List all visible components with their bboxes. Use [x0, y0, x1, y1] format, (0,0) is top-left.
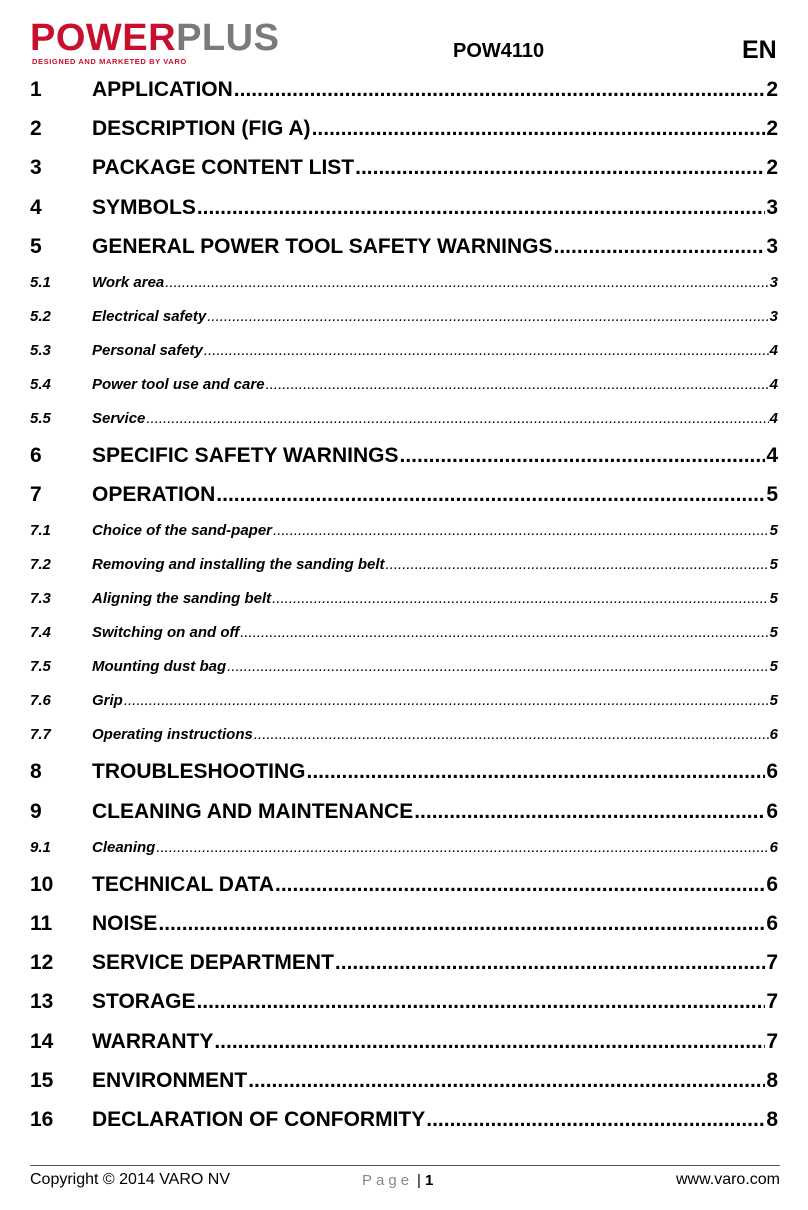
toc-leader-dots — [254, 726, 769, 743]
toc-entry-number: 8 — [30, 760, 42, 784]
toc-leader-dots — [426, 1108, 765, 1132]
toc-entry-page: 4 — [766, 444, 778, 467]
toc-entry-page: 2 — [766, 156, 778, 180]
toc-entry-number: 7.3 — [30, 590, 51, 608]
toc-entry-page: 7 — [766, 951, 778, 975]
toc-entry-7-7[interactable] — [30, 726, 778, 746]
toc-entry-number: 7.6 — [30, 692, 51, 710]
toc-entry-number: 5.3 — [30, 342, 51, 359]
toc-entry-page: 4 — [769, 410, 778, 427]
toc-entry-page: 5 — [769, 590, 778, 608]
logo-wordmark — [30, 18, 279, 58]
toc-entry-number: 5.1 — [30, 274, 51, 291]
logo-part-plus: PLUS — [176, 17, 280, 59]
toc-entry-15[interactable] — [30, 1069, 778, 1097]
toc-entry-title: Operating instructions — [92, 726, 253, 744]
toc-entry-number: 7 — [30, 483, 42, 507]
toc-leader-dots — [386, 556, 769, 573]
toc-entry-7-3[interactable] — [30, 590, 778, 610]
toc-entry-title: CLEANING AND MAINTENANCE — [92, 799, 414, 823]
toc-entry-7-2[interactable] — [30, 556, 778, 576]
toc-entry-page: 6 — [766, 872, 778, 896]
toc-entry-13[interactable] — [30, 990, 778, 1018]
toc-entry-number: 13 — [30, 990, 54, 1014]
toc-entry-title: TECHNICAL DATA — [92, 872, 274, 896]
toc-entry-title: OPERATION — [92, 483, 216, 507]
toc-entry-2[interactable] — [30, 117, 778, 145]
toc-entry-number: 7.5 — [30, 658, 51, 676]
toc-entry-5-2[interactable] — [30, 308, 778, 328]
toc-entry-title: Switching on and off — [92, 624, 240, 642]
toc-leader-dots — [414, 800, 765, 824]
toc-entry-page: 6 — [766, 760, 778, 784]
toc-entry-5-3[interactable] — [30, 342, 778, 362]
page-label: Page — [362, 1172, 414, 1189]
toc-entry-title: Service — [92, 410, 146, 427]
toc-entry-number: 4 — [30, 195, 42, 219]
website-link[interactable]: www.varo.com — [675, 1171, 780, 1188]
toc-entry-number: 7.1 — [30, 522, 51, 540]
toc-leader-dots — [273, 522, 769, 539]
toc-entry-title: APPLICATION — [92, 78, 233, 101]
toc-leader-dots — [554, 235, 766, 259]
toc-leader-dots — [275, 873, 765, 897]
toc-entry-page: 5 — [769, 522, 778, 540]
toc-entry-7-5[interactable] — [30, 658, 778, 678]
toc-entry-number: 10 — [30, 872, 54, 896]
toc-entry-title: TROUBLESHOOTING — [92, 760, 306, 784]
toc-entry-page: 6 — [766, 799, 778, 823]
toc-leader-dots — [227, 658, 769, 675]
page-separator: | — [417, 1172, 421, 1189]
toc-entry-page: 3 — [766, 195, 778, 219]
toc-entry-number: 11 — [30, 912, 53, 935]
toc-entry-title: Power tool use and care — [92, 376, 265, 393]
toc-entry-title: GENERAL POWER TOOL SAFETY WARNINGS — [92, 234, 553, 258]
toc-leader-dots — [272, 590, 768, 607]
toc-entry-page: 7 — [766, 990, 778, 1014]
toc-entry-number: 3 — [30, 156, 42, 180]
toc-leader-dots — [234, 78, 766, 102]
toc-leader-dots — [124, 692, 769, 709]
toc-entry-title: DECLARATION OF CONFORMITY — [92, 1108, 426, 1131]
toc-entry-number: 2 — [30, 117, 42, 141]
toc-entry-number: 7.7 — [30, 726, 51, 744]
powerplus-logo — [30, 18, 330, 64]
toc-entry-page: 7 — [766, 1029, 778, 1053]
toc-entry-page: 6 — [766, 912, 778, 935]
toc-entry-12[interactable] — [30, 951, 778, 979]
toc-entry-5[interactable] — [30, 235, 778, 263]
toc-entry-page: 5 — [769, 658, 778, 676]
toc-entry-1[interactable] — [30, 78, 778, 106]
page-header — [0, 0, 808, 70]
toc-entry-title: SPECIFIC SAFETY WARNINGS — [92, 444, 399, 467]
footer-divider — [30, 1165, 780, 1166]
toc-entry-page: 2 — [766, 78, 778, 101]
toc-entry-title: Grip — [92, 692, 123, 710]
toc-entry-page: 5 — [769, 624, 778, 642]
toc-entry-title: Choice of the sand-paper — [92, 522, 273, 540]
toc-entry-page: 8 — [766, 1068, 778, 1092]
toc-entry-page: 3 — [769, 274, 778, 291]
toc-entry-number: 6 — [30, 444, 42, 467]
toc-entry-page: 4 — [769, 376, 778, 393]
toc-entry-number: 7.4 — [30, 624, 51, 642]
toc-entry-page: 3 — [766, 234, 778, 258]
toc-entry-14[interactable] — [30, 1030, 778, 1058]
toc-entry-page: 6 — [769, 726, 778, 744]
toc-entry-7[interactable] — [30, 483, 778, 511]
page-number: 1 — [424, 1172, 434, 1189]
toc-leader-dots — [214, 1030, 765, 1054]
toc-leader-dots — [156, 839, 768, 856]
toc-entry-title: Removing and installing the sanding belt — [92, 556, 385, 574]
toc-entry-number: 1 — [30, 78, 42, 101]
toc-entry-number: 9 — [30, 799, 42, 823]
toc-leader-dots — [196, 990, 765, 1014]
toc-entry-page: 5 — [769, 556, 778, 574]
toc-leader-dots — [216, 483, 765, 507]
logo-part-power: POWER — [30, 17, 177, 59]
toc-leader-dots — [146, 410, 768, 427]
toc-leader-dots — [248, 1069, 765, 1093]
toc-entry-title: SYMBOLS — [92, 195, 196, 219]
toc-entry-title: ENVIRONMENT — [92, 1068, 248, 1092]
toc-entry-number: 5.2 — [30, 308, 51, 325]
toc-entry-title: Personal safety — [92, 342, 203, 359]
toc-entry-page: 5 — [766, 483, 778, 507]
toc-entry-title: STORAGE — [92, 990, 196, 1014]
toc-leader-dots — [312, 117, 766, 141]
model-number: POW4110 — [453, 40, 545, 62]
toc-entry-page: 4 — [769, 342, 778, 359]
toc-entry-title: Mounting dust bag — [92, 658, 227, 676]
toc-entry-16[interactable] — [30, 1108, 778, 1136]
toc-entry-title: Aligning the sanding belt — [92, 590, 272, 608]
logo-tagline: DESIGNED AND MARKETED BY VARO — [32, 57, 187, 66]
toc-leader-dots — [355, 156, 765, 180]
copyright-text: Copyright © 2014 VARO NV — [30, 1171, 231, 1188]
toc-leader-dots — [197, 196, 765, 220]
toc-leader-dots — [165, 274, 768, 291]
toc-leader-dots — [266, 376, 769, 393]
toc-entry-number: 14 — [30, 1029, 54, 1053]
toc-entry-8[interactable] — [30, 760, 778, 788]
toc-entry-5-5[interactable] — [30, 410, 778, 430]
toc-entry-page: 2 — [766, 117, 778, 141]
toc-entry-number: 12 — [30, 951, 54, 975]
toc-entry-7-1[interactable] — [30, 522, 778, 542]
toc-entry-7-6[interactable] — [30, 692, 778, 712]
toc-leader-dots — [204, 342, 769, 359]
toc-leader-dots — [240, 624, 768, 641]
toc-entry-10[interactable] — [30, 873, 778, 901]
toc-leader-dots — [158, 912, 765, 936]
toc-entry-page: 8 — [766, 1108, 778, 1131]
toc-entry-7-4[interactable] — [30, 624, 778, 644]
toc-entry-5-4[interactable] — [30, 376, 778, 396]
toc-entry-number: 16 — [30, 1108, 54, 1131]
toc-entry-title: WARRANTY — [92, 1029, 214, 1053]
toc-entry-number: 9.1 — [30, 838, 51, 856]
toc-entry-page: 3 — [769, 308, 778, 325]
toc-leader-dots — [207, 308, 768, 325]
language-code: EN — [742, 36, 777, 64]
toc-entry-9-1[interactable] — [30, 839, 778, 859]
toc-entry-3[interactable] — [30, 156, 778, 184]
toc-entry-title: Cleaning — [92, 838, 156, 856]
toc-entry-number: 15 — [30, 1068, 54, 1092]
toc-entry-4[interactable] — [30, 196, 778, 224]
toc-leader-dots — [399, 444, 765, 468]
toc-leader-dots — [335, 951, 765, 975]
toc-entry-title: NOISE — [92, 912, 158, 935]
toc-entry-9[interactable] — [30, 800, 778, 828]
toc-entry-title: SERVICE DEPARTMENT — [92, 951, 334, 975]
toc-leader-dots — [307, 760, 766, 784]
toc-entry-title: PACKAGE CONTENT LIST — [92, 156, 355, 180]
toc-entry-title: Electrical safety — [92, 308, 207, 325]
toc-entry-number: 5 — [30, 234, 42, 258]
toc-entry-title: Work area — [92, 274, 165, 291]
toc-entry-6[interactable] — [30, 444, 778, 472]
toc-entry-5-1[interactable] — [30, 274, 778, 294]
toc-entry-number: 5.5 — [30, 410, 51, 427]
toc-entry-page: 6 — [769, 838, 778, 856]
toc-entry-page: 5 — [769, 692, 778, 710]
toc-entry-number: 5.4 — [30, 376, 51, 393]
toc-entry-title: DESCRIPTION (FIG A) — [92, 117, 311, 141]
toc-entry-number: 7.2 — [30, 556, 51, 574]
page-indicator — [362, 1172, 433, 1189]
toc-entry-11[interactable] — [30, 912, 778, 940]
